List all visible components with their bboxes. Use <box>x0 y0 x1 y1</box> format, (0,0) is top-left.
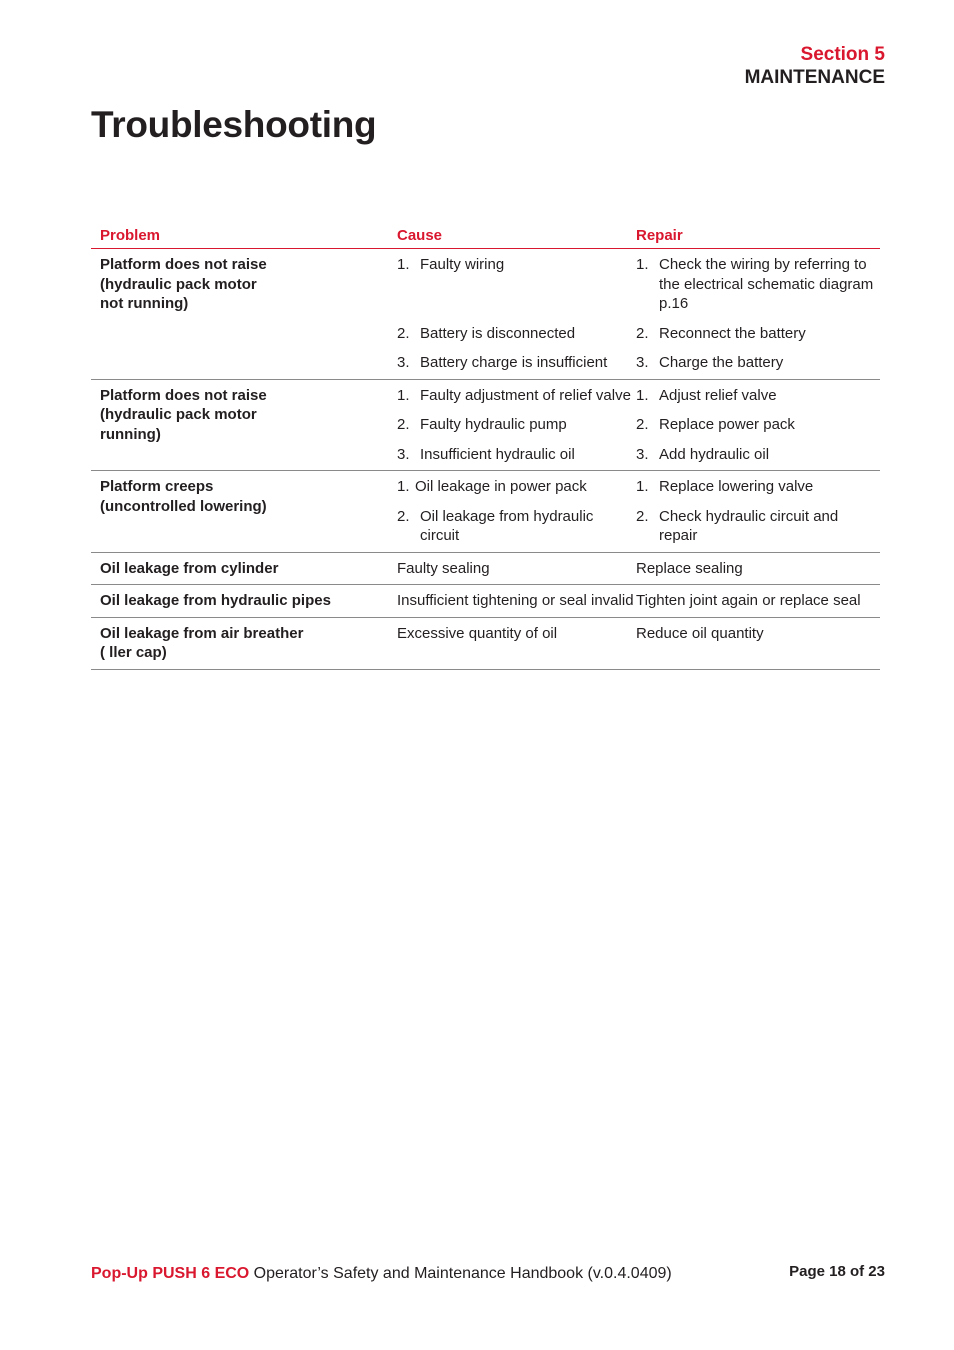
item-text: Oil leakage in power pack <box>415 478 587 495</box>
footer-document-title <box>91 1265 672 1283</box>
item-number: 1. <box>636 478 649 495</box>
repair-cell-item <box>636 324 880 344</box>
problem-cell: Platform does not raise (hydraulic pack motor not running) <box>100 256 267 312</box>
table-row <box>91 585 880 618</box>
repair-cell: Tighten joint again or replace seal <box>636 592 861 609</box>
cause-cell <box>397 445 636 465</box>
cause-repair-pair <box>397 353 880 373</box>
item-text: Faulty wiring <box>420 256 505 273</box>
table-row <box>91 618 880 670</box>
cause-cell <box>397 255 636 314</box>
item-number: 2. <box>636 507 649 525</box>
repair-cell-item <box>636 477 880 497</box>
section-header <box>745 43 885 89</box>
cause-cell <box>397 386 636 406</box>
cause-cell-item <box>397 477 636 497</box>
table-row <box>91 249 880 380</box>
cause-repair-pair <box>397 559 880 579</box>
column-header-repair: Repair <box>636 227 683 244</box>
item-number: 3. <box>397 354 410 371</box>
item-text: Battery charge is insufficient <box>420 354 608 371</box>
cause-repair-pair <box>397 624 880 644</box>
cause-cell-item <box>397 386 636 406</box>
item-number: 1. <box>397 256 410 273</box>
repair-cell <box>636 386 880 406</box>
repair-cell <box>636 445 880 465</box>
repair-cell-item <box>636 386 880 406</box>
cause-repair-list <box>397 591 880 611</box>
repair-cell: Reduce oil quantity <box>636 624 764 642</box>
problem-cell: Oil leakage from air breather ( ller cap) <box>100 624 304 661</box>
cause-repair-list <box>397 624 880 663</box>
cause-cell <box>397 324 636 344</box>
item-text: Replace power pack <box>659 416 795 433</box>
repair-cell <box>636 477 880 497</box>
repair-cell-item <box>636 507 880 546</box>
item-text: Adjust relief valve <box>659 386 777 404</box>
problem-cell: Platform creeps (uncontrolled lowering) <box>100 478 267 515</box>
cause-cell-item <box>397 507 636 546</box>
item-number: 1. <box>636 256 649 273</box>
cause-cell <box>397 477 636 497</box>
cause-cell-item <box>397 415 636 435</box>
item-text: Battery is disconnected <box>420 324 576 342</box>
item-number: 2. <box>397 324 410 342</box>
problem-cell: Platform does not raise (hydraulic pack motor running) <box>100 386 267 443</box>
repair-cell: Replace sealing <box>636 559 743 577</box>
item-text: Faulty hydraulic pump <box>420 416 567 433</box>
cause-cell <box>397 353 636 373</box>
table-row <box>91 471 880 553</box>
table-row <box>91 380 880 472</box>
cause-repair-pair <box>397 255 880 324</box>
item-number: 3. <box>397 445 410 463</box>
item-text: Oil leakage from hydraulic circuit <box>420 507 594 544</box>
cause-repair-pair <box>397 591 880 611</box>
cause-repair-pair <box>397 477 880 507</box>
cause-repair-list <box>397 477 880 546</box>
item-text: Reconnect the battery <box>659 324 806 342</box>
cause-cell <box>397 415 636 435</box>
cause-repair-pair <box>397 415 880 445</box>
cause-cell-item <box>397 324 636 344</box>
item-number: 2. <box>636 416 649 433</box>
item-number: 1. <box>397 478 410 495</box>
repair-cell <box>636 255 880 314</box>
cause-cell <box>397 507 636 546</box>
repair-cell <box>636 507 880 546</box>
repair-cell-item <box>636 445 880 465</box>
item-text: Replace lowering valve <box>659 478 814 495</box>
footer-brand: Pop-Up PUSH 6 ECO <box>91 1265 250 1282</box>
cause-repair-list <box>397 559 880 579</box>
item-number: 2. <box>397 507 410 525</box>
item-text: Add hydraulic oil <box>659 445 770 463</box>
cause-cell-item <box>397 255 636 275</box>
repair-cell-item <box>636 255 880 314</box>
cause-repair-list <box>397 386 880 465</box>
table-body <box>91 249 880 670</box>
problem-cell: Oil leakage from hydraulic pipes <box>100 592 331 609</box>
item-number: 2. <box>397 416 410 433</box>
item-text: Check the wiring by referring to the electrical schematic diagram p.16 <box>659 256 874 312</box>
column-header-problem: Problem <box>100 227 161 244</box>
cause-cell: Insufficient tightening or seal invalid <box>397 592 634 609</box>
item-number: 2. <box>636 324 649 342</box>
item-number: 1. <box>636 386 649 404</box>
item-text: Insufficient hydraulic oil <box>420 445 575 463</box>
repair-cell <box>636 324 880 344</box>
item-number: 3. <box>636 445 649 463</box>
page-number: Page 18 of 23 <box>789 1263 885 1280</box>
problem-cell: Oil leakage from cylinder <box>100 559 279 577</box>
footer-doc-name: Operator’s Safety and Maintenance Handbook (v.0.4.0409) <box>249 1265 672 1282</box>
table-row <box>91 553 880 586</box>
column-header-cause: Cause <box>397 227 443 244</box>
item-text: Faulty adjustment of relief valve <box>420 386 631 404</box>
repair-cell <box>636 415 880 435</box>
item-number: 1. <box>397 386 410 404</box>
repair-cell <box>636 353 880 373</box>
cause-repair-pair <box>397 324 880 354</box>
repair-cell-item <box>636 415 880 435</box>
table-header-row <box>91 221 880 249</box>
cause-repair-pair <box>397 445 880 465</box>
cause-cell: Excessive quantity of oil <box>397 624 558 642</box>
cause-cell-item <box>397 445 636 465</box>
item-text: Check hydraulic circuit and repair <box>659 507 839 544</box>
section-number: Section 5 <box>800 44 885 65</box>
repair-cell-item <box>636 353 880 373</box>
cause-cell-item <box>397 353 636 373</box>
cause-repair-pair <box>397 507 880 546</box>
cause-cell: Faulty sealing <box>397 559 490 577</box>
page-title: Troubleshooting <box>91 104 377 145</box>
item-number: 3. <box>636 354 649 371</box>
cause-repair-pair <box>397 386 880 416</box>
cause-repair-list <box>397 255 880 373</box>
item-text: Charge the battery <box>659 354 784 371</box>
troubleshooting-table <box>91 221 880 670</box>
section-name: MAINTENANCE <box>744 67 885 88</box>
